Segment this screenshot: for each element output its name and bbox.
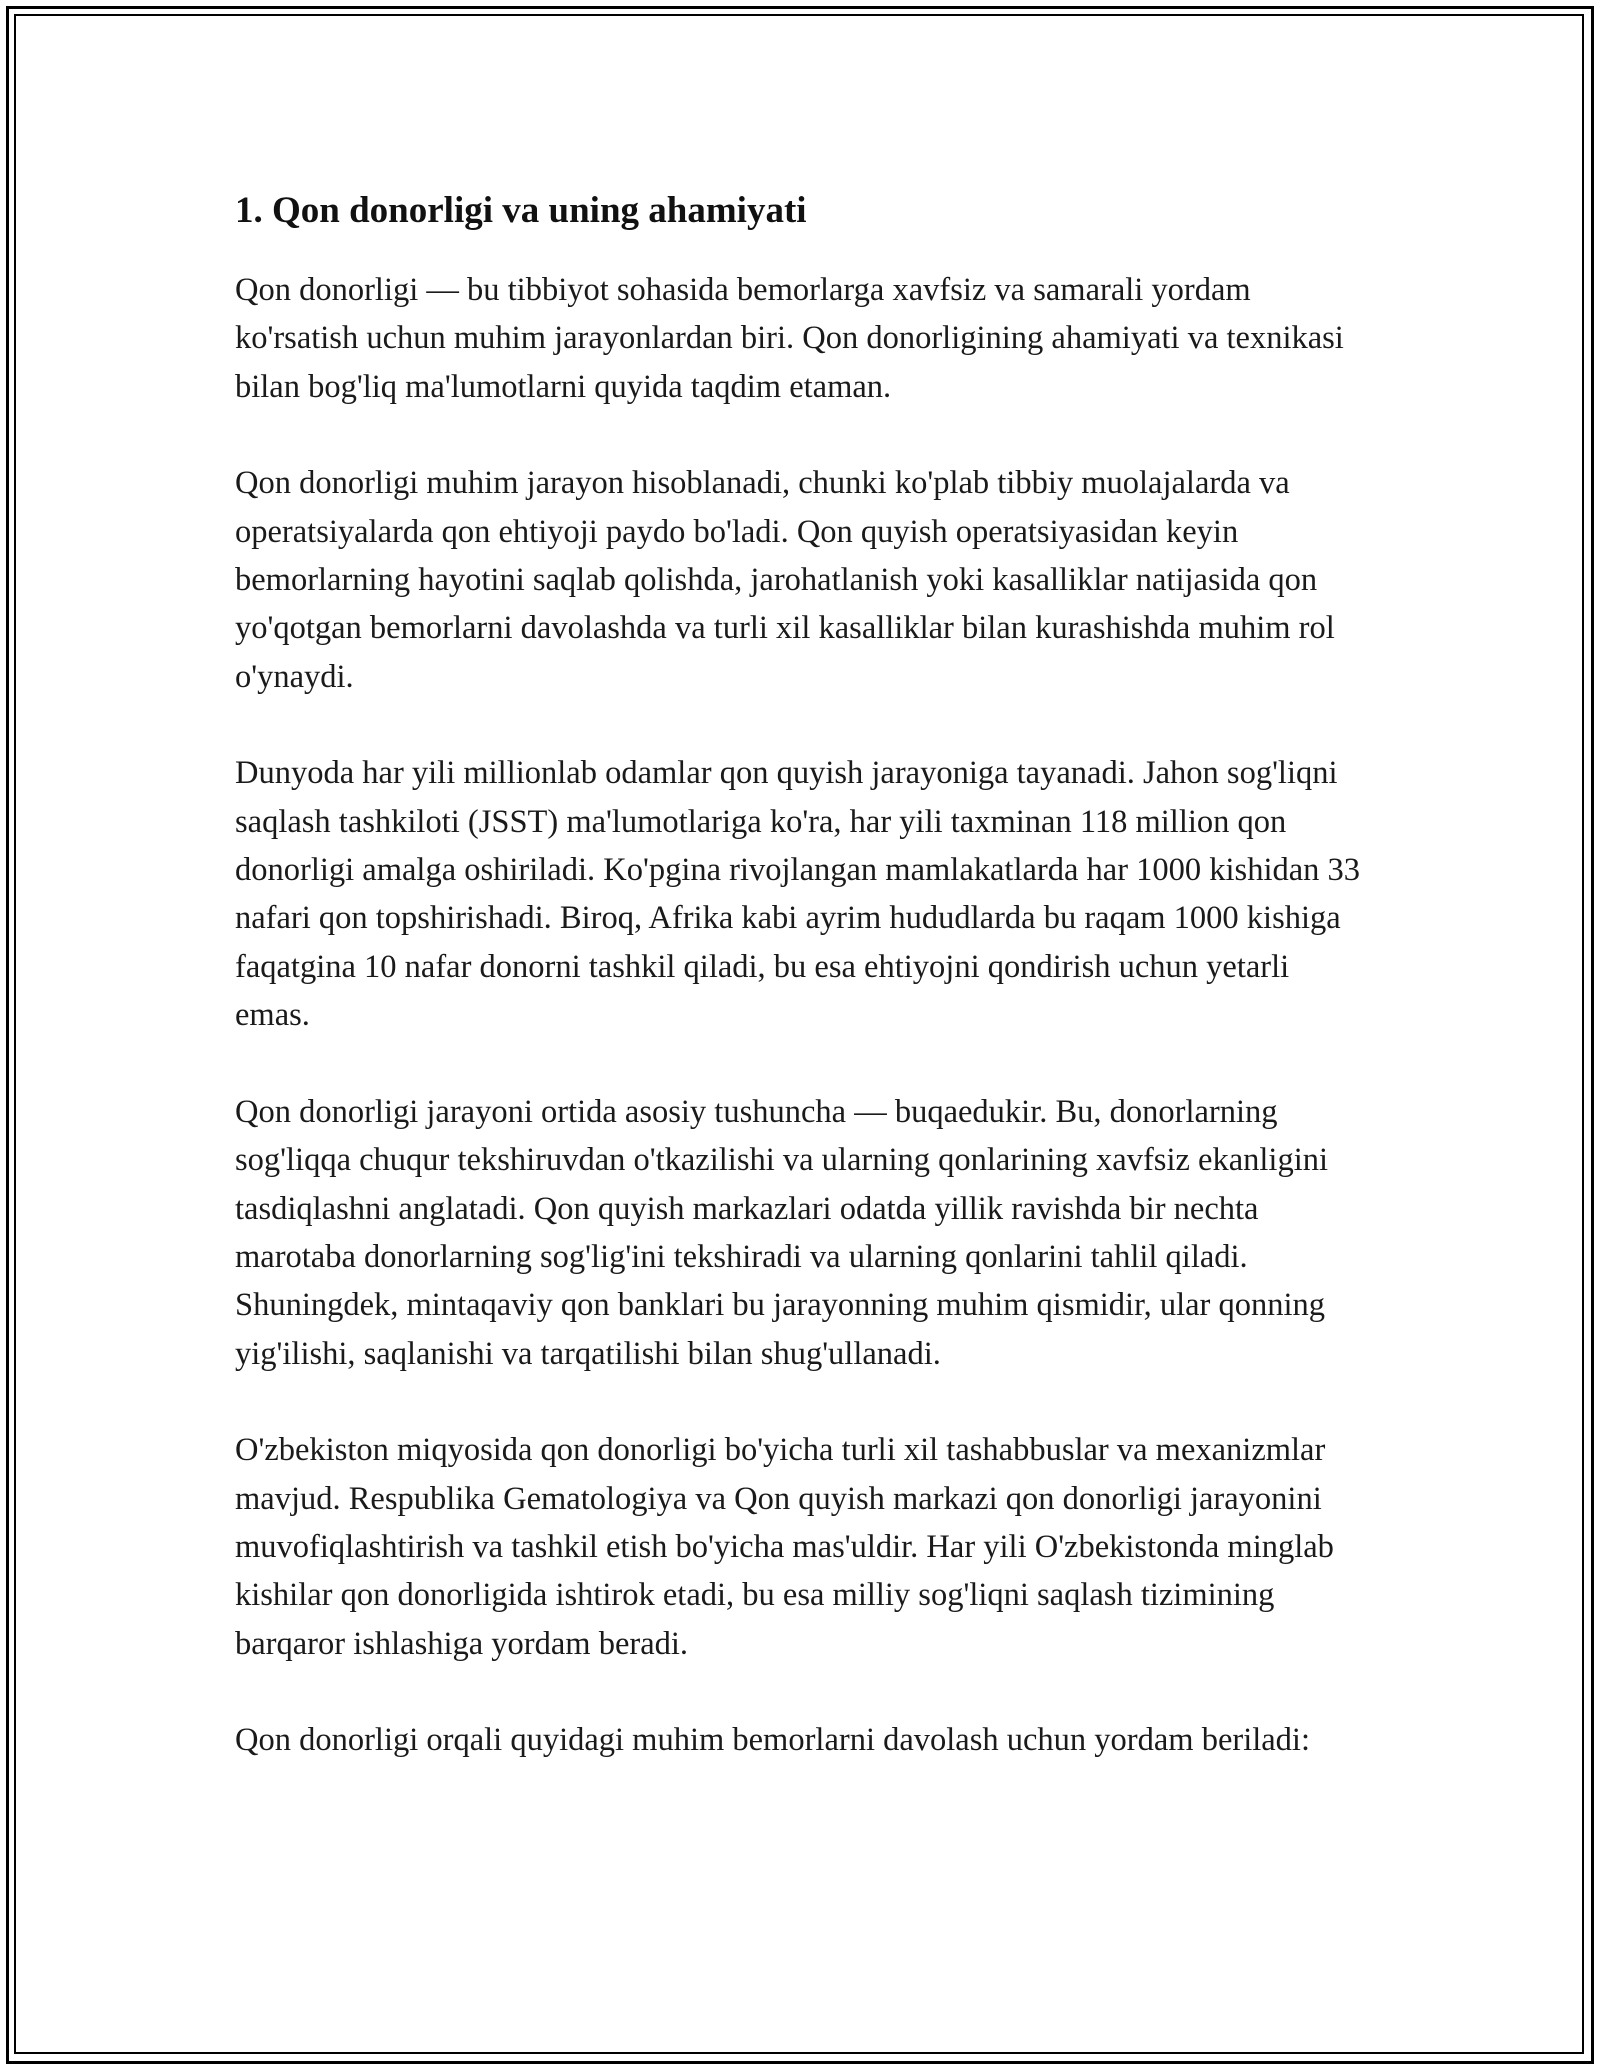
paragraph-uzbekistan: O'zbekiston miqyosida qon donorligi bo'yicha turli xil tashabbuslar va mexanizmlar mavjud. Respublika Gematologiya va Qon quyish markazi qon donorligi jarayonini muvofiqlashtirish va tashkil etish bo'yicha mas'uldir. Har yili O'zbekistonda minglab kishilar qon donorligida ishtirok etadi, bu esa milliy sog'liqni saqlash tizimining barqaror ishlashiga yordam beradi. [235,1432,1334,1662]
paragraph-intro: Qon donorligi — bu tibbiyot sohasida bemorlarga xavfsiz va samarali yordam ko'rsatish uchun muhim jarayonlardan biri. Qon donorligining ahamiyati va texnikasi bilan bog'liq ma'lumotlarni quyida taqdim etaman. [235,272,1344,405]
paragraph-world-statistics: Dunyoda har yili millionlab odamlar qon quyish jarayoniga tayanadi. Jahon sog'liqni saqlash tashkiloti (JSST) ma'lumotlariga ko'ra, har yili taxminan 118 million qon donorligi amalga oshiriladi. Ko'pgina rivojlangan mamlakatlarda har 1000 kishidan 33 nafari qon topshirishadi. Biroq, Afrika kabi ayrim hududlarda bu raqam 1000 kishiga faqatgina 10 nafar donorni tashkil qiladi, bu esa ehtiyojni qondirish uchun yetarli emas. [235,755,1361,1034]
document-body [235,186,1365,1813]
paragraph-importance: Qon donorligi muhim jarayon hisoblanadi, chunki ko'plab tibbiy muolajalarda va operatsiyalarda qon ehtiyoji paydo bo'ladi. Qon quyish operatsiyasidan keyin bemorlarning hayotini saqlab qolishda, jarohatlanish yoki kasalliklar natijasida qon yo'qotgan bemorlarni davolashda va turli xil kasalliklar bilan kurashishda muhim rol o'ynaydi. [235,465,1335,695]
section-heading: 1. Qon donorligi va uning ahamiyati [235,190,807,231]
paragraph-safety-process: Qon donorligi jarayoni ortida asosiy tushuncha — buqaedukir. Bu, donorlarning sog'liqqa chuqur tekshiruvdan o'tkazilishi va ularning qonlarining xavfsiz ekanligini tasdiqlashni anglatadi. Qon quyish markazlari odatda yillik ravishda bir nechta marotaba donorlarning sog'lig'ini tekshiradi va ularning qonlarini tahlil qiladi. Shuningdek, mintaqaviy qon banklari bu jarayonning muhim qismidir, ular qonning yig'ilishi, saqlanishi va tarqatilishi bilan shug'ullanadi. [235,1093,1329,1372]
paragraph-list-intro: Qon donorligi orqali quyidagi muhim bemorlarni davolash uchun yordam beriladi: [235,1722,1310,1759]
